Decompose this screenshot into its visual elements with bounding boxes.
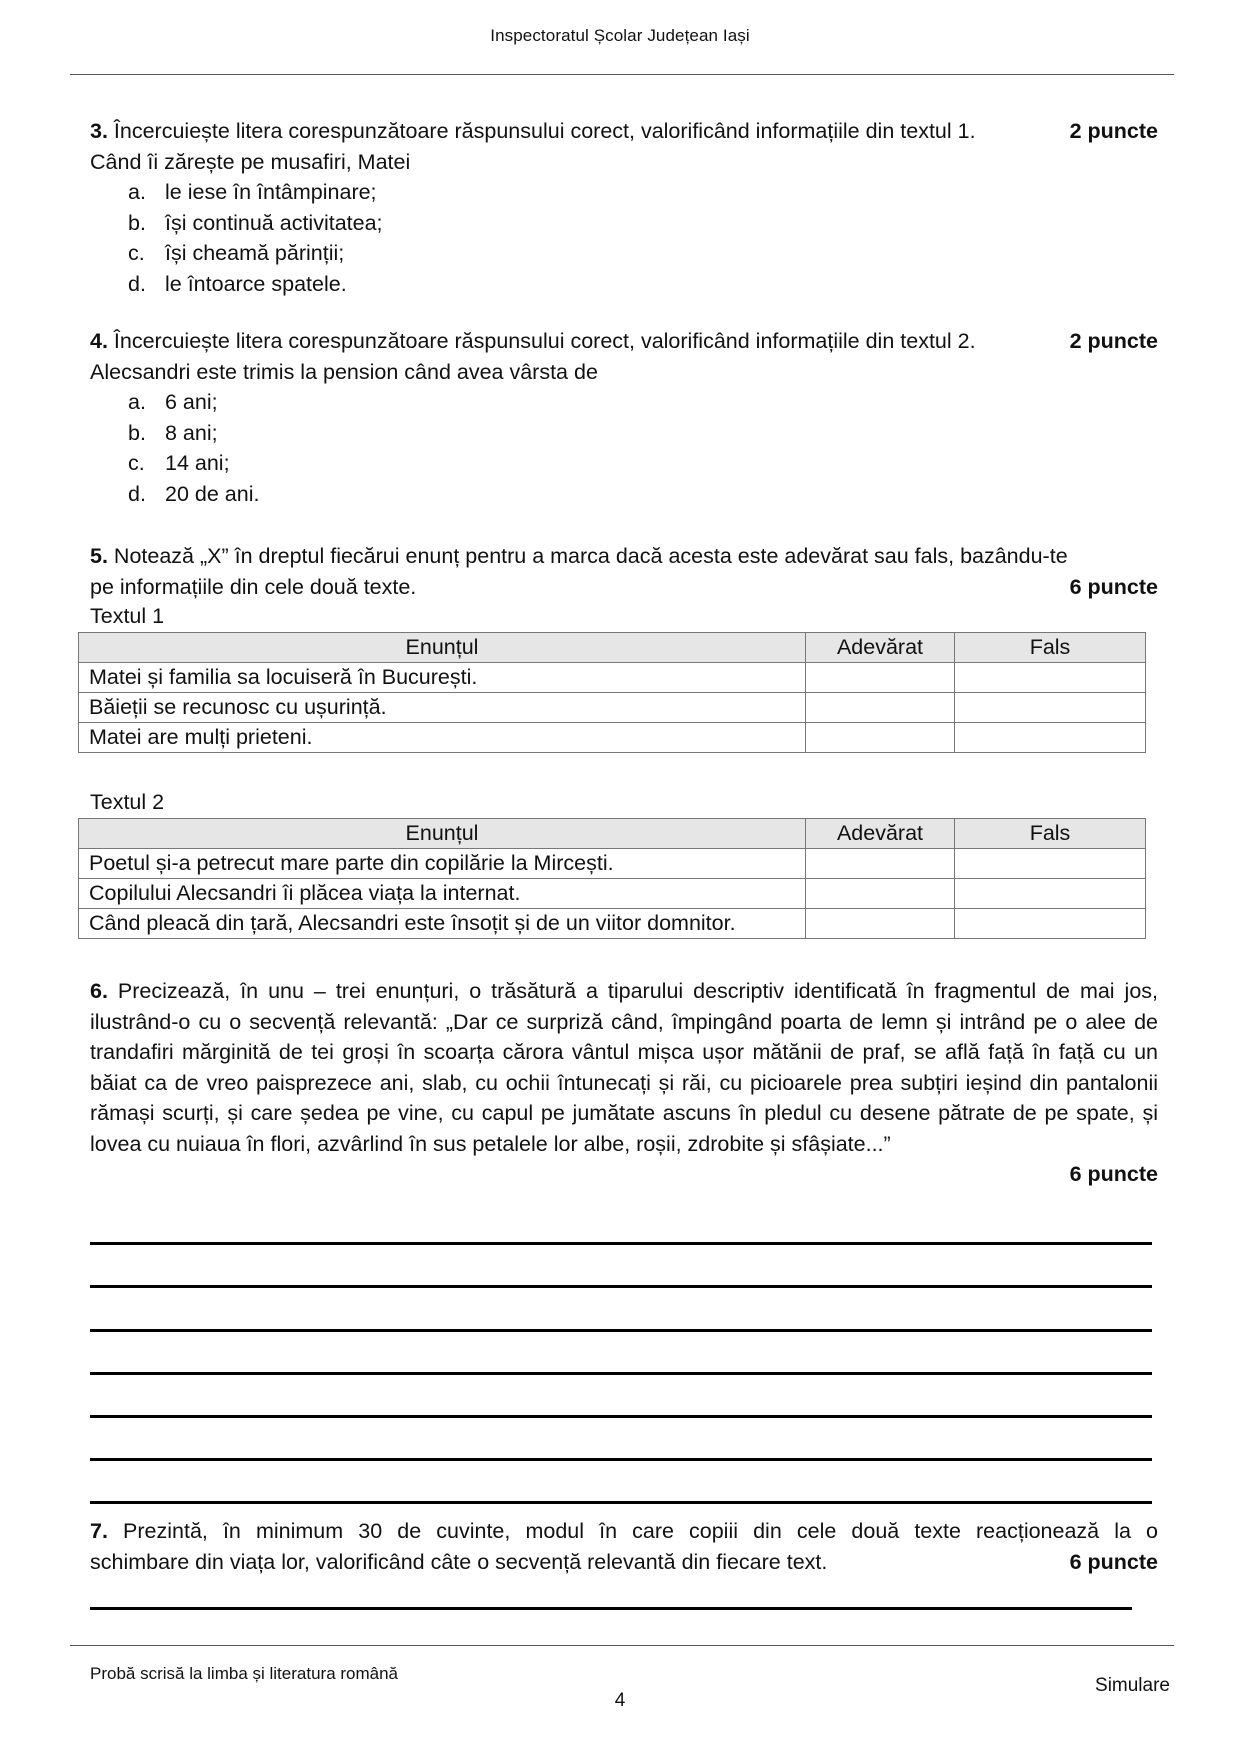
answer-line[interactable] [90,1329,1152,1332]
text-2-table [78,818,1146,939]
footer-divider [70,1645,1174,1646]
question-4-instruction-line [90,326,1158,357]
question-3-options [90,177,1158,299]
statement-cell: Poetul și-a petrecut mare parte din copilărie la Mircești. [79,849,806,879]
question-7-text-line-1: 7. Prezintă, în minimum 30 de cuvinte, modul în care copiii din cele două texte reacționează la o [90,1519,1158,1543]
question-3-instruction: Încercuiește litera corespunzătoare răspunsului corect, valorificând informațiile din textul 1. [113,119,976,143]
header-title: Inspectoratul Școlar Județean Iași [490,26,750,45]
false-answer-cell[interactable] [955,849,1146,879]
table-row [79,909,1146,939]
question-3-points: 2 puncte [1069,119,1158,143]
question-4-points: 2 puncte [1069,329,1158,353]
true-answer-cell[interactable] [806,693,955,723]
option-c[interactable]: c. își cheamă părinții; [128,241,345,265]
text-1-label: Textul 1 [90,604,165,628]
question-5-instruction-line-2: pe informațiile din cele două texte. 6 puncte [90,572,1158,603]
column-header-false: Fals [955,819,1146,849]
column-header-statement: Enunțul [79,819,806,849]
answer-line[interactable] [90,1372,1152,1375]
column-header-false: Fals [955,633,1146,663]
statement-cell: Băieții se recunosc cu ușurință. [79,693,806,723]
true-answer-cell[interactable] [806,879,955,909]
true-answer-cell[interactable] [806,849,955,879]
true-answer-cell[interactable] [806,909,955,939]
answer-line[interactable] [90,1285,1152,1288]
statement-cell: Copilului Alecsandri îi plăcea viața la internat. [79,879,806,909]
footer-label: Simulare [1095,1675,1170,1696]
answer-line[interactable] [90,1501,1152,1504]
false-answer-cell[interactable] [955,909,1146,939]
false-answer-cell[interactable] [955,663,1146,693]
table-row [79,663,1146,693]
false-answer-cell[interactable] [955,693,1146,723]
text-2-label: Textul 2 [90,790,165,814]
question-4-options [90,387,1158,509]
table-row [79,693,1146,723]
question-5-instruction-line-1: 5. Notează „X” în dreptul fiecărui enunț pentru a marca dacă acesta este adevărat sau fals, bazându-te [90,544,1068,568]
answer-line[interactable] [90,1415,1152,1418]
answer-line[interactable] [90,1242,1152,1245]
statement-cell: Când pleacă din țară, Alecsandri este însoțit și de un viitor domnitor. [79,909,806,939]
false-answer-cell[interactable] [955,879,1146,909]
question-6 [90,976,1158,1190]
question-6-text: 6. Precizează, în unu – trei enunțuri, o trăsătură a tiparului descriptiv identificată în fragmentul de mai jos, ilustrând-o cu o secvență relevantă: „Dar ce surpriză când, împingând poarta de lemn și intrând pe o alee de trandafiri mărginită de tei groși în scoarța cărora vântul mișca ușor mătănii de praf, se află față în față cu un băiat ca de vreo paisprezece ani, slab, cu ochii întunecați și răi, cu picioarele prea subțiri ieșind din pantalonii rămași scurți, și care ședea pe vine, cu capul pe jumătate ascuns în pledul cu desene pătrate de pe spate, și lovea cu nuiaua în flori, azvârlind în sus petalele lor albe, roșii, zdrobite și sfâșiate...” [90,979,1158,1156]
option-a[interactable]: a. 6 ani; [128,390,218,414]
statement-cell: Matei are mulți prieteni. [79,723,806,753]
text-1-table [78,632,1146,753]
table-row [79,849,1146,879]
question-4-stem: Alecsandri este trimis la pension când avea vârsta de [90,359,598,384]
question-4-number: 4. [90,329,108,353]
header-divider [70,74,1174,75]
question-7-points: 6 puncte [1069,1549,1158,1574]
option-b[interactable]: b. își continuă activitatea; [128,210,383,235]
question-5-points: 6 puncte [1069,574,1158,599]
question-3-stem: Când îi zărește pe musafiri, Matei [90,149,411,174]
question-7 [90,1516,1158,1577]
option-b[interactable]: b. 8 ani; [128,420,218,445]
table-header-row [79,633,1146,663]
question-3-number: 3. [90,119,108,143]
answer-line[interactable] [90,1607,1132,1610]
false-answer-cell[interactable] [955,723,1146,753]
column-header-true: Adevărat [806,633,955,663]
page-number: 4 [614,1690,626,1711]
question-3 [90,116,1158,299]
column-header-true: Adevărat [806,819,955,849]
question-7-number: 7. [90,1519,108,1543]
table-header-row [79,819,1146,849]
question-6-points: 6 puncte [1069,1162,1158,1186]
true-answer-cell[interactable] [806,723,955,753]
table-row [79,879,1146,909]
question-5-number: 5. [90,544,108,568]
statement-cell: Matei și familia sa locuiseră în București. [79,663,806,693]
table-row [79,723,1146,753]
option-d[interactable]: d. 20 de ani. [128,481,260,506]
question-3-instruction-line [90,116,1158,147]
answer-line[interactable] [90,1458,1152,1461]
question-4 [90,326,1158,509]
option-c[interactable]: c. 14 ani; [128,451,230,475]
option-a[interactable]: a. le iese în întâmpinare; [128,180,377,204]
question-6-number: 6. [90,979,108,1003]
footer-exam-name: Probă scrisă la limba și literatura română [90,1664,399,1683]
question-4-instruction: Încercuiește litera corespunzătoare răspunsului corect, valorificând informațiile din textul 2. [113,329,976,353]
true-answer-cell[interactable] [806,663,955,693]
question-7-text-line-2: schimbare din viața lor, valorificând câte o secvență relevantă din fiecare text. 6 puncte [90,1547,1158,1578]
question-5 [90,541,1158,602]
option-d[interactable]: d. le întoarce spatele. [128,271,347,296]
column-header-statement: Enunțul [79,633,806,663]
